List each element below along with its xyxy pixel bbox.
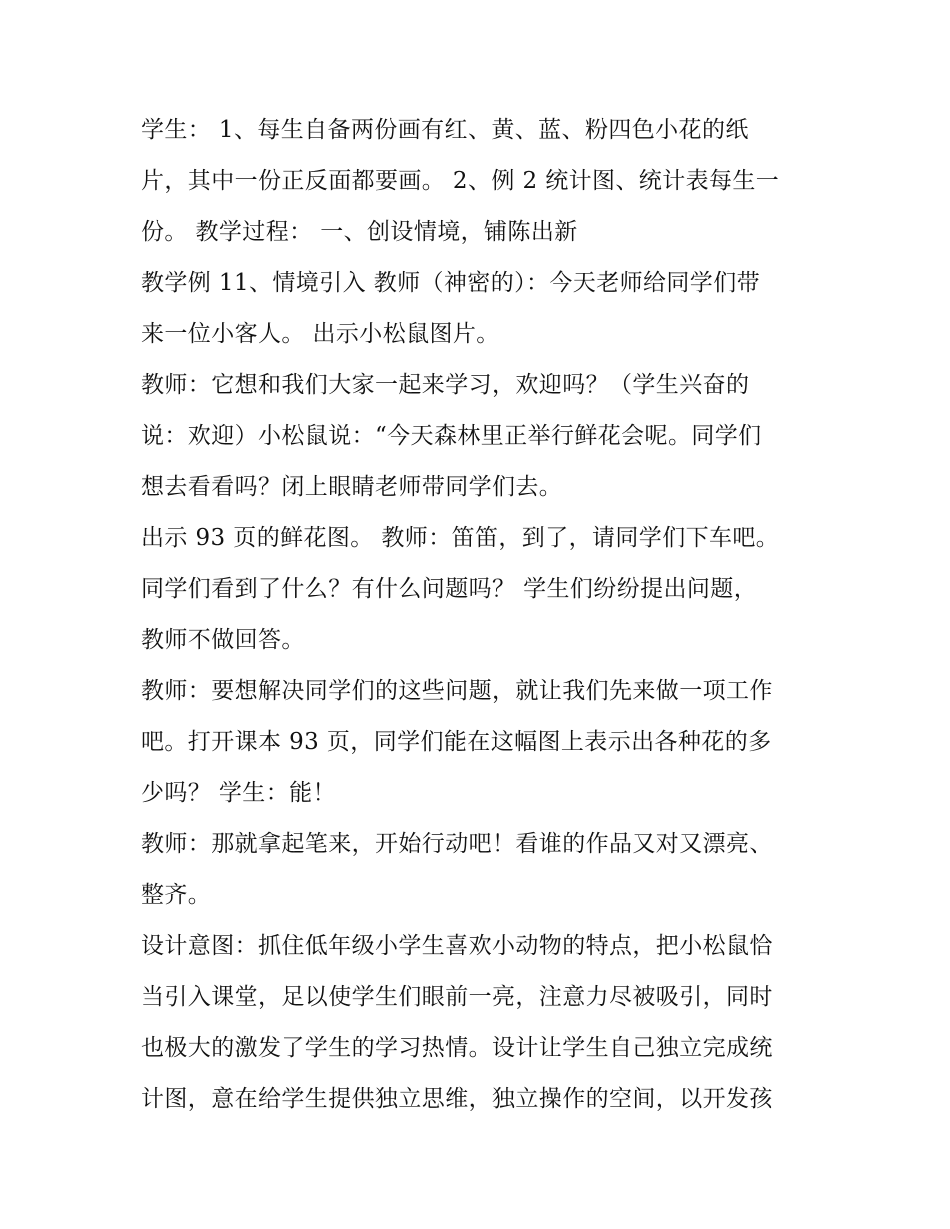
text-line: 教师：它想和我们大家一起来学习，欢迎吗？（学生兴奋的 <box>141 372 750 398</box>
text-line: 教师：那就拿起笔来，开始行动吧！看谁的作品又对又漂亮、 <box>141 831 773 857</box>
paragraph-open-textbook <box>141 666 821 819</box>
text-line: 也极大的激发了学生的学习热情。设计让学生自己独立完成统 <box>141 1035 773 1061</box>
text-line: 来一位小客人。 出示小松鼠图片。 <box>141 321 500 347</box>
paragraph-design-intent <box>141 921 821 1125</box>
text-line: 片，其中一份正反面都要画。 2、例 2 统计图、统计表每生一 <box>141 168 780 194</box>
text-line: 份。 教学过程： 一、创设情境，铺陈出新 <box>141 219 578 245</box>
text-line: 同学们看到了什么？有什么问题吗？ 学生们纷纷提出问题， <box>141 576 758 602</box>
text-line: 教师：要想解决同学们的这些问题，就让我们先来做一项工作 <box>141 678 773 704</box>
text-line: 计图，意在给学生提供独立思维，独立操作的空间，以开发孩 <box>141 1086 773 1112</box>
text-line: 当引入课堂，足以使学生们眼前一亮，注意力尽被吸引，同时 <box>141 984 773 1010</box>
paragraph-situation-intro <box>141 258 821 360</box>
text-line: 少吗？ 学生：能！ <box>141 780 336 806</box>
text-line: 整齐。 <box>141 882 212 908</box>
text-line: 吧。打开课本 93 页，同学们能在这幅图上表示出各种花的多 <box>141 729 772 755</box>
paragraph-squirrel-invite <box>141 360 821 513</box>
text-line: 教师不做回答。 <box>141 627 305 653</box>
text-line: 说：欢迎）小松鼠说：“今天森林里正举行鲜花会呢。同学们 <box>141 423 762 449</box>
paragraph-flower-picture <box>141 513 821 666</box>
text-line: 学生： 1、每生自备两份画有红、黄、蓝、粉四色小花的纸 <box>141 117 749 143</box>
text-line: 想去看看吗？闭上眼睛老师带同学们去。 <box>141 474 563 500</box>
text-line: 教学例 11、情境引入 教师（神密的）：今天老师给同学们带 <box>141 270 760 296</box>
paragraph-start-action <box>141 819 821 921</box>
paragraph-student-materials <box>141 105 821 258</box>
document-body <box>141 105 821 1125</box>
text-line: 设计意图：抓住低年级小学生喜欢小动物的特点，把小松鼠恰 <box>141 933 773 959</box>
text-line: 出示 93 页的鲜花图。 教师：笛笛，到了，请同学们下车吧。 <box>141 525 780 551</box>
